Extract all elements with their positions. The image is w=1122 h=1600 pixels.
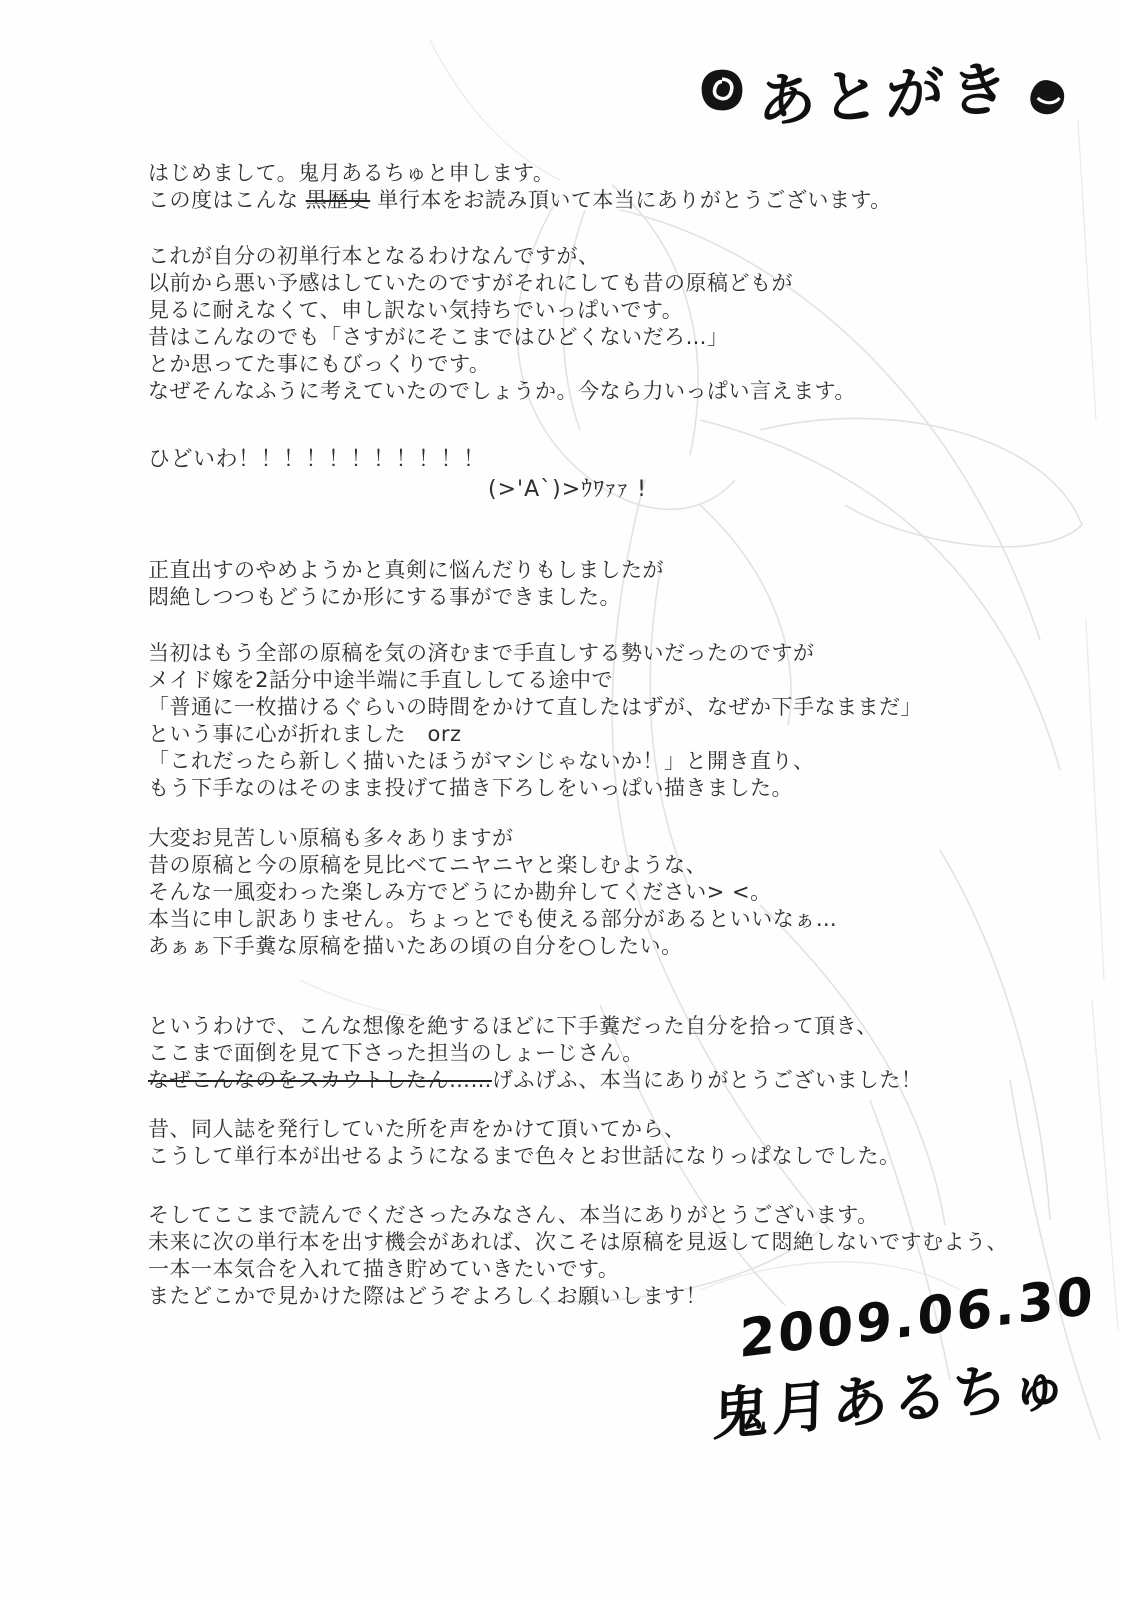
text-line: そしてここまで読んでくださったみなさん、本当にありがとうございます。: [148, 1203, 879, 1227]
paragraph-regret: [148, 243, 856, 405]
text-line: [148, 187, 892, 214]
text-line: またどこかで見かけた際はどうぞよろしくお願いします！: [148, 1284, 707, 1308]
text-line: こうして単行本が出せるようになるまで色々とお世話になりっぱなしでした。: [148, 1144, 901, 1168]
paragraph-history: [148, 1116, 901, 1170]
ink-blob-icon: [1026, 76, 1068, 118]
text-line: 悶絶しつつもどうにか形にする事ができました。: [148, 585, 621, 609]
text-line: これが自分の初単行本となるわけなんですが、: [148, 244, 600, 268]
text-segment: この度はこんな: [148, 188, 306, 212]
text-line: 一本一本気合を入れて描き貯めていきたいです。: [148, 1257, 620, 1281]
text-line: あぁぁ下手糞な原稿を描いたあの頃の自分を○したい。: [148, 934, 683, 958]
paragraph-intro: [148, 160, 892, 214]
title-block: [698, 48, 1068, 136]
text-line: 昔はこんなのでも「さすがにそこまではひどくないだろ…」: [148, 325, 729, 349]
paragraph-thanks-editor: [148, 1013, 922, 1094]
text-line: 大変お見苦しい原稿も多々ありますが: [148, 826, 514, 850]
text-line: なぜそんなふうに考えていたのでしょうか。今なら力いっぱい言えます。: [148, 379, 856, 403]
spiral-blob-icon: [698, 66, 746, 114]
text-line: ひどいわ！！！！！！！！！！！: [148, 447, 486, 472]
strikethrough-text: 黒歴史: [305, 188, 371, 212]
text-line: そんな一風変わった楽しみ方でどうにか勘弁してください> <。: [148, 880, 772, 904]
text-line: ここまで面倒を見て下さった担当のしょーじさん。: [148, 1041, 644, 1065]
text-line: [148, 1067, 922, 1094]
scream-line: [148, 446, 486, 473]
date-handwritten: 2009.06.30: [738, 1265, 1097, 1371]
text-line: 「普通に一枚描けるぐらいの時間をかけて直したはずが、なぜか下手なままだ」: [148, 695, 922, 719]
text-line: 未来に次の単行本を出す機会があれば、次こそは原稿を見返して悶絶しないですむよう、: [148, 1230, 1008, 1254]
text-line: メイド嫁を2話分中途半端に手直ししてる途中で: [148, 668, 613, 692]
text-line: 当初はもう全部の原稿を気の済むまで手直しする勢いだったのですが: [148, 641, 815, 665]
text-line: 「これだったら新しく描いたほうがマシじゃないか！」と開き直り、: [148, 749, 815, 773]
kaomoji-line: (>'A`)>ｳﾜｧｧ !: [488, 477, 647, 502]
paragraph-rework: [148, 640, 922, 802]
paragraph-apology: [148, 825, 837, 960]
text-line: はじめまして。鬼月あるちゅと申します。: [148, 161, 555, 185]
signature-handwritten: 鬼月あるちゅ: [712, 1352, 1072, 1449]
text-segment: 単行本をお読み頂いて本当にありがとうございます。: [370, 188, 892, 212]
text-line: 昔の原稿と今の原稿を見比べてニヤニヤと楽しむような、: [148, 853, 707, 877]
text-line: という事に心が折れました orz: [148, 722, 462, 746]
text-line: 昔、同人誌を発行していた所を声をかけて頂いてから、: [148, 1117, 686, 1141]
text-line: もう下手なのはそのまま投げて描き下ろしをいっぱい描きました。: [148, 776, 793, 800]
text-line: 本当に申し訳ありません。ちょっとでも使える部分があるといいなぁ…: [148, 907, 838, 931]
strikethrough-text: なぜこんなのをスカウトしたん……: [148, 1068, 492, 1092]
text-line: というわけで、こんな想像を絶するほどに下手糞だった自分を拾って頂き、: [148, 1014, 878, 1038]
paragraph-honest: [148, 557, 664, 611]
text-line: 以前から悪い予感はしていたのですがそれにしても昔の原稿どもが: [148, 271, 793, 295]
text-segment: げふげふ、本当にありがとうございました！: [492, 1068, 923, 1092]
text-line: とか思ってた事にもびっくりです。: [148, 352, 491, 376]
page-title: あとがき: [757, 54, 1015, 136]
text-line: 正直出すのやめようかと真剣に悩んだりもしましたが: [148, 558, 664, 582]
text-line: 見るに耐えなくて、申し訳ない気持ちでいっぱいです。: [148, 298, 684, 322]
